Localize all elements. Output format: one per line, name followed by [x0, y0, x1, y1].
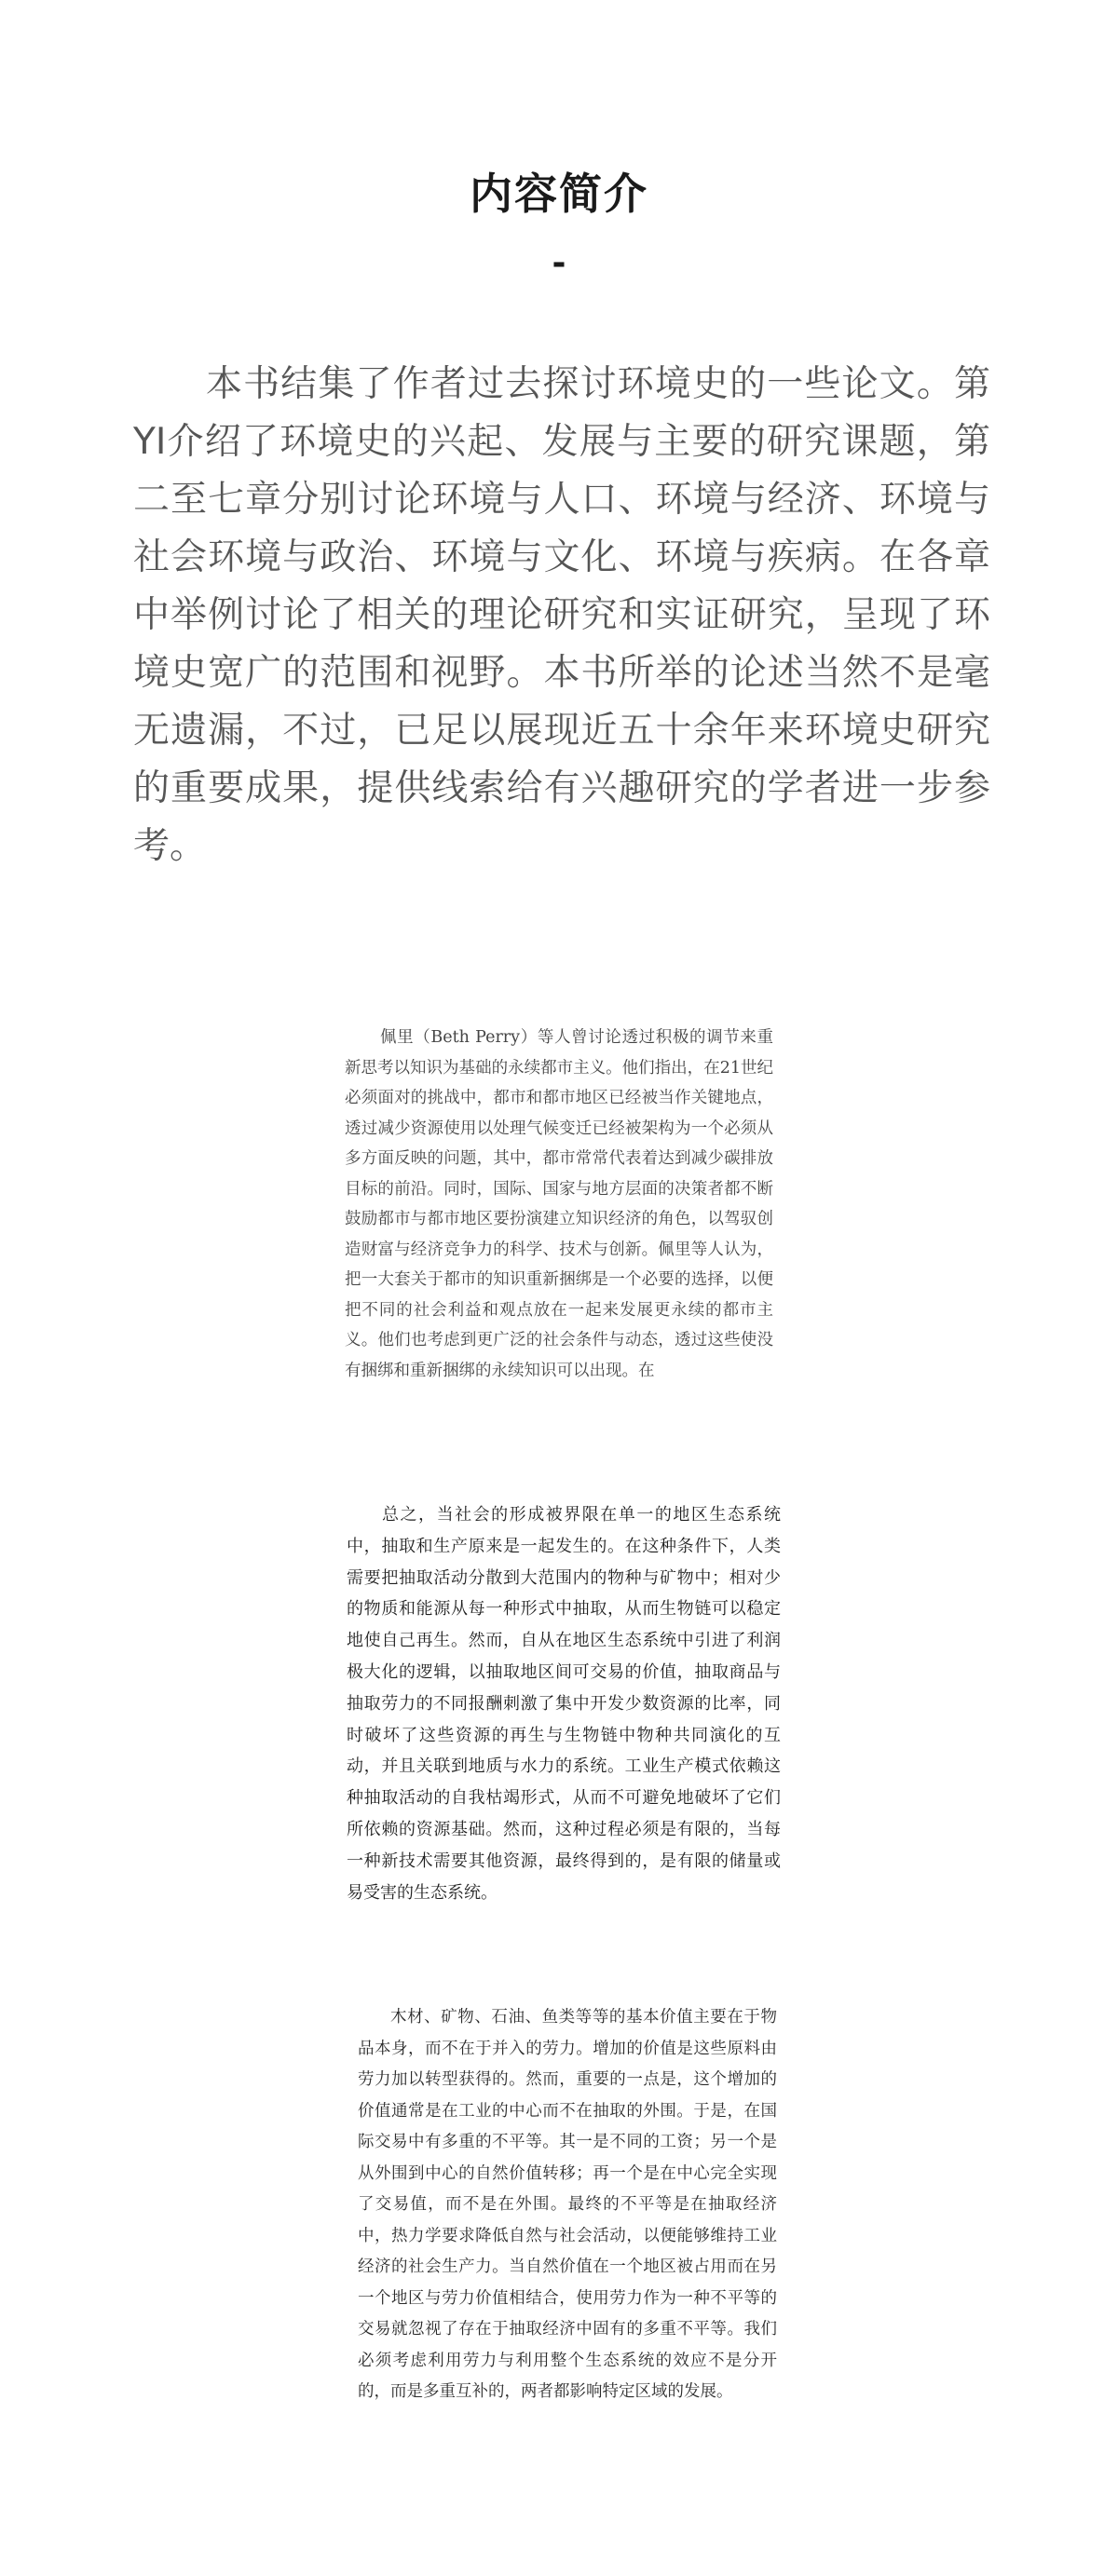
title-dash-divider: - [552, 244, 566, 282]
excerpt-page-2: 总之，当社会的形成被界限在单一的地区生态系统中，抽取和生产原来是一起发生的。在这种条件下，人类需要把抽取活动分散到大范围内的物种与矿物中；相对少的物质和能源从每一种形式中抽取，从而生物链可以稳定地使自己再生。然而，自从在地区生态系统中引进了利润极大化的逻辑，以抽取地区间可交易的价值，抽取商品与抽取劳力的不同报酬刺激了集中开发少数资源的比率，同时破坏了这些资源的再生与生物链中物种共同演化的互动，并且关联到地质与水力的系统。工业生产模式依赖这种抽取活动的自我枯竭形式，从而不可避免地破坏了它们所依赖的资源基础。然而，这种过程必须是有限的，当每一种新技术需要其他资源，最终得到的，是有限的储量或易受害的生态系统。 [347, 1505, 781, 1903]
excerpt-page-3: 木材、矿物、石油、鱼类等等的基本价值主要在于物品本身，而不在于并入的劳力。增加的价值是这些原料由劳力加以转型获得的。然而，重要的一点是，这个增加的价值通常是在工业的中心而不在抽取的外围。于是，在国际交易中有多重的不平等。其一是不同的工资；另一个是从外围到中心的自然价值转移；再一个是在中心完全实现了交易值，而不是在外围。最终的不平等是在抽取经济中，热力学要求降低自然与社会活动，以便能够维持工业经济的社会生产力。当自然价值在一个地区被占用而在另一个地区与劳力价值相结合，使用劳力作为一种不平等的交易就忽视了存在于抽取经济中固有的多重不平等。我们必须考虑利用劳力与利用整个生态系统的效应不是分开的，而是多重互补的，两者都影响特定区域的发展。 [358, 2008, 777, 2401]
excerpt-page-1: 佩里（Beth Perry）等人曾讨论透过积极的调节来重新思考以知识为基础的永续都市主义。他们指出，在21世纪必须面对的挑战中，都市和都市地区已经被当作关键地点，透过减少资源使用以处理气候变迁已经被架构为一个必须从多方面反映的问题，其中，都市常常代表着达到减少碳排放目标的前沿。同时，国际、国家与地方层面的决策者都不断鼓励都市与都市地区要扮演建立知识经济的角色，以驾驭创造财富与经济竞争力的科学、技术与创新。佩里等人认为，把一大套关于都市的知识重新捆绑是一个必要的选择，以便把不同的社会利益和观点放在一起来发展更永续的都市主义。他们也考虑到更广泛的社会条件与动态，透过这些使没有捆绑和重新捆绑的永续知识可以出现。在 [345, 1028, 773, 1380]
page-title: 内容简介 [470, 169, 648, 219]
intro-paragraph: 本书结集了作者过去探讨环境史的一些论文。第YI介绍了环境史的兴起、发展与主要的研究课题，第二至七章分别讨论环境与人口、环境与经济、环境与社会环境与政治、环境与文化、环境与疾病。在各章中举例讨论了相关的理论研究和实证研究，呈现了环境史宽广的范围和视野。本书所举的论述当然不是毫无遗漏，不过，已足以展现近五十余年来环境史研究的重要成果，提供线索给有兴趣研究的学者进一步参考。 [133, 363, 990, 867]
